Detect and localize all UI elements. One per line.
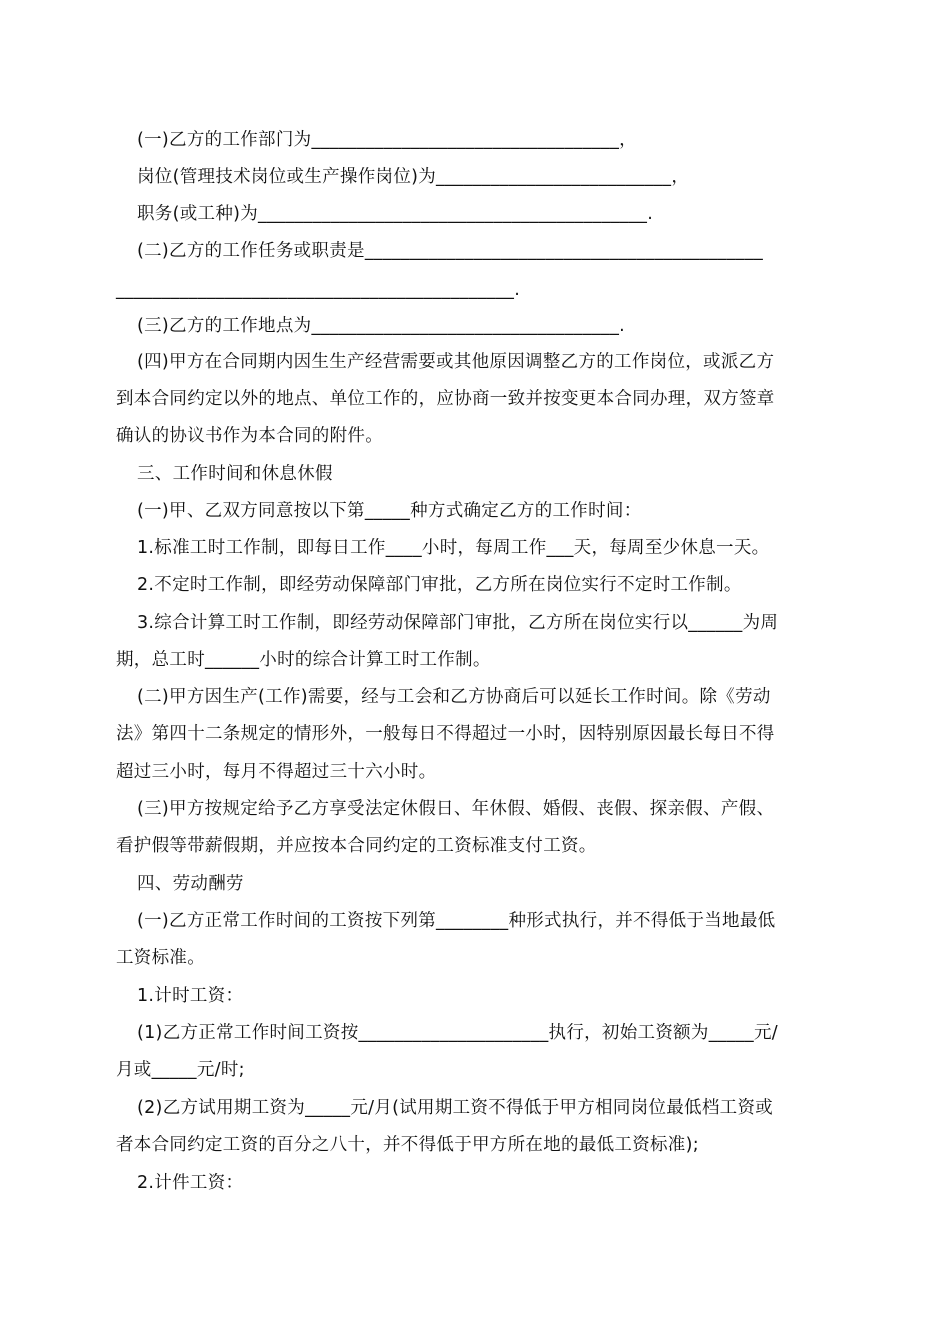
clause-post-adjustment-line3: 确认的协议书作为本合同的附件。: [116, 426, 383, 446]
clause-duties: (二)乙方的工作任务或职责是____________________________________________: [137, 241, 764, 261]
clause-overtime-line2: 法》第四十二条规定的情形外，一般每日不得超过一小时，因特别原因最长每日不得: [116, 724, 775, 744]
section-heading-remuneration: 四、劳动酬劳: [137, 874, 244, 894]
clause-duties-continued: ____________________________________________.: [116, 280, 521, 300]
clause-normal-wage-line2: 月或_____元/时;: [116, 1060, 245, 1080]
clause-normal-wage: (1)乙方正常工作时间工资按_____________________执行，初始工资额为_____元/: [137, 1023, 778, 1043]
clause-comprehensive-hours-line2: 期，总工时______小时的综合计算工时工作制。: [116, 650, 491, 670]
clause-hours-method: (一)甲、乙双方同意按以下第_____种方式确定乙方的工作时间：: [137, 501, 642, 521]
clause-post-adjustment-line2: 到本合同约定以外的地点、单位工作的，应协商一致并按变更本合同办理，双方签章: [116, 389, 775, 409]
clause-time-wage-heading: 1.计时工资：: [137, 986, 244, 1006]
clause-wage-form-line2: 工资标准。: [116, 948, 205, 968]
clause-paid-leave-line2: 看护假等带薪假期，并应按本合同约定的工资标准支付工资。: [116, 836, 597, 856]
clause-job-title: 职务(或工种)为___________________________________________.: [137, 204, 654, 224]
clause-work-department: (一)乙方的工作部门为__________________________________，: [137, 130, 637, 150]
clause-overtime-line3: 超过三小时，每月不得超过三十六小时。: [116, 762, 437, 782]
clause-probation-wage-line2: 者本合同约定工资的百分之八十，并不得低于甲方所在地的最低工资标准);: [116, 1135, 699, 1155]
clause-post: 岗位(管理技术岗位或生产操作岗位)为__________________________，: [137, 167, 690, 187]
clause-paid-leave: (三)甲方按规定给予乙方享受法定休假日、年休假、婚假、丧假、探亲假、产假、: [137, 799, 775, 819]
clause-probation-wage: (2)乙方试用期工资为_____元/月(试用期工资不得低于甲方相同岗位最低档工资或: [137, 1098, 774, 1118]
section-heading-working-hours: 三、工作时间和休息休假: [137, 464, 333, 484]
clause-flexible-hours: 2.不定时工作制，即经劳动保障部门审批，乙方所在岗位实行不定时工作制。: [137, 575, 742, 595]
clause-wage-form: (一)乙方正常工作时间的工资按下列第________种形式执行，并不得低于当地最低: [137, 911, 776, 931]
clause-post-adjustment: (四)甲方在合同期内因生生产经营需要或其他原因调整乙方的工作岗位，或派乙方: [137, 352, 775, 372]
clause-standard-hours: 1.标准工时工作制，即每日工作____小时，每周工作___天，每周至少休息一天。: [137, 538, 770, 558]
clause-overtime: (二)甲方因生产(工作)需要，经与工会和乙方协商后可以延长工作时间。除《劳动: [137, 687, 771, 707]
clause-piece-wage-heading: 2.计件工资：: [137, 1173, 244, 1193]
clause-work-location: (三)乙方的工作地点为__________________________________.: [137, 316, 626, 336]
clause-comprehensive-hours: 3.综合计算工时工作制，即经劳动保障部门审批，乙方所在岗位实行以______为周: [137, 613, 779, 633]
